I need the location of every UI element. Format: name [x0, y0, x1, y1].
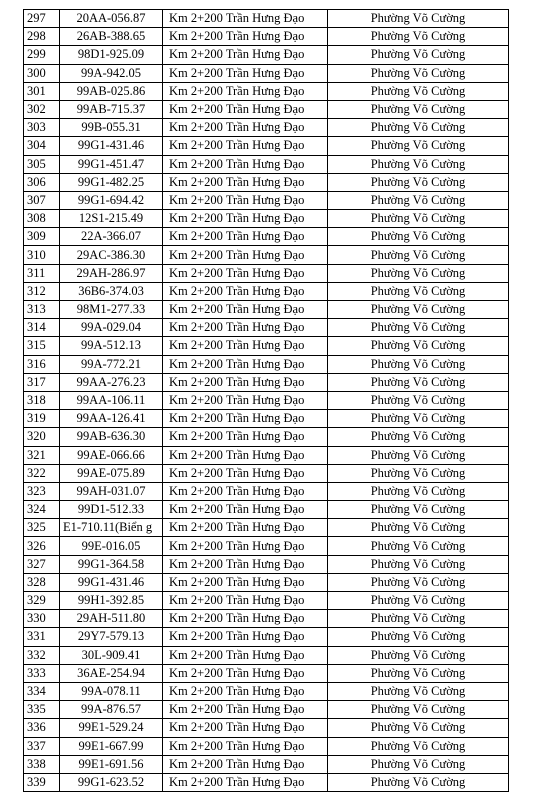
- ward-cell: Phường Võ Cường: [328, 646, 509, 664]
- plate-number-cell: 99E1-529.24: [60, 719, 163, 737]
- table-row: [24, 773, 509, 791]
- row-number-cell: 301: [24, 82, 60, 100]
- row-number-cell: 312: [24, 282, 60, 300]
- row-number-cell: 303: [24, 119, 60, 137]
- table-row: [24, 10, 509, 28]
- table-row: [24, 755, 509, 773]
- location-cell: Km 2+200 Trần Hưng Đạo: [163, 573, 328, 591]
- plate-number-cell: 20AA-056.87: [60, 10, 163, 28]
- location-cell: Km 2+200 Trần Hưng Đạo: [163, 773, 328, 791]
- table-row: [24, 682, 509, 700]
- table-row: [24, 701, 509, 719]
- plate-number-cell: 29AC-386.30: [60, 246, 163, 264]
- row-number-cell: 326: [24, 537, 60, 555]
- table-row: [24, 664, 509, 682]
- table-row: [24, 337, 509, 355]
- ward-cell: Phường Võ Cường: [328, 519, 509, 537]
- table-row: [24, 428, 509, 446]
- location-cell: Km 2+200 Trần Hưng Đạo: [163, 64, 328, 82]
- table-row: [24, 355, 509, 373]
- ward-cell: Phường Võ Cường: [328, 628, 509, 646]
- row-number-cell: 322: [24, 464, 60, 482]
- table-row: [24, 301, 509, 319]
- location-cell: Km 2+200 Trần Hưng Đạo: [163, 555, 328, 573]
- plate-number-cell: 99A-512.13: [60, 337, 163, 355]
- plate-number-cell: 99AH-031.07: [60, 482, 163, 500]
- location-cell: Km 2+200 Trần Hưng Đạo: [163, 664, 328, 682]
- plate-number-cell: 99A-029.04: [60, 319, 163, 337]
- ward-cell: Phường Võ Cường: [328, 173, 509, 191]
- table-row: [24, 373, 509, 391]
- table-row: [24, 228, 509, 246]
- row-number-cell: 319: [24, 410, 60, 428]
- plate-number-cell: 29AH-511.80: [60, 610, 163, 628]
- row-number-cell: 298: [24, 28, 60, 46]
- location-cell: Km 2+200 Trần Hưng Đạo: [163, 246, 328, 264]
- row-number-cell: 334: [24, 682, 60, 700]
- table-row: [24, 464, 509, 482]
- ward-cell: Phường Võ Cường: [328, 337, 509, 355]
- ward-cell: Phường Võ Cường: [328, 464, 509, 482]
- table-row: [24, 610, 509, 628]
- row-number-cell: 332: [24, 646, 60, 664]
- ward-cell: Phường Võ Cường: [328, 10, 509, 28]
- ward-cell: Phường Võ Cường: [328, 701, 509, 719]
- plate-number-cell: 99AA-106.11: [60, 391, 163, 409]
- ward-cell: Phường Võ Cường: [328, 537, 509, 555]
- row-number-cell: 320: [24, 428, 60, 446]
- table-row: [24, 737, 509, 755]
- table-row: [24, 410, 509, 428]
- location-cell: Km 2+200 Trần Hưng Đạo: [163, 337, 328, 355]
- plate-number-cell: 26AB-388.65: [60, 28, 163, 46]
- ward-cell: Phường Võ Cường: [328, 64, 509, 82]
- row-number-cell: 304: [24, 137, 60, 155]
- row-number-cell: 336: [24, 719, 60, 737]
- location-cell: Km 2+200 Trần Hưng Đạo: [163, 682, 328, 700]
- location-cell: Km 2+200 Trần Hưng Đạo: [163, 701, 328, 719]
- plate-number-cell: 12S1-215.49: [60, 210, 163, 228]
- ward-cell: Phường Võ Cường: [328, 428, 509, 446]
- plate-number-cell: 99E1-691.56: [60, 755, 163, 773]
- table-row: [24, 646, 509, 664]
- plate-number-cell: 98D1-925.09: [60, 46, 163, 64]
- row-number-cell: 333: [24, 664, 60, 682]
- row-number-cell: 302: [24, 100, 60, 118]
- row-number-cell: 321: [24, 446, 60, 464]
- ward-cell: Phường Võ Cường: [328, 773, 509, 791]
- table-row: [24, 264, 509, 282]
- ward-cell: Phường Võ Cường: [328, 555, 509, 573]
- plate-number-cell: 99AB-636.30: [60, 428, 163, 446]
- row-number-cell: 310: [24, 246, 60, 264]
- row-number-cell: 308: [24, 210, 60, 228]
- location-cell: Km 2+200 Trần Hưng Đạo: [163, 319, 328, 337]
- ward-cell: Phường Võ Cường: [328, 46, 509, 64]
- table-row: [24, 555, 509, 573]
- plate-number-cell: 99H1-392.85: [60, 592, 163, 610]
- plate-number-cell: 99G1-623.52: [60, 773, 163, 791]
- row-number-cell: 300: [24, 64, 60, 82]
- table-row: [24, 119, 509, 137]
- ward-cell: Phường Võ Cường: [328, 719, 509, 737]
- location-cell: Km 2+200 Trần Hưng Đạo: [163, 482, 328, 500]
- table-row: [24, 137, 509, 155]
- row-number-cell: 323: [24, 482, 60, 500]
- ward-cell: Phường Võ Cường: [328, 355, 509, 373]
- table-row: [24, 100, 509, 118]
- location-cell: Km 2+200 Trần Hưng Đạo: [163, 410, 328, 428]
- plate-number-cell: 36AE-254.94: [60, 664, 163, 682]
- location-cell: Km 2+200 Trần Hưng Đạo: [163, 301, 328, 319]
- plate-number-cell: 99AB-025.86: [60, 82, 163, 100]
- location-cell: Km 2+200 Trần Hưng Đạo: [163, 428, 328, 446]
- row-number-cell: 306: [24, 173, 60, 191]
- ward-cell: Phường Võ Cường: [328, 210, 509, 228]
- plate-number-cell: 99G1-451.47: [60, 155, 163, 173]
- plate-number-cell: 99AB-715.37: [60, 100, 163, 118]
- plate-number-cell: 99AE-075.89: [60, 464, 163, 482]
- plate-number-cell: 99AA-276.23: [60, 373, 163, 391]
- ward-cell: Phường Võ Cường: [328, 682, 509, 700]
- plate-number-cell: 99G1-482.25: [60, 173, 163, 191]
- row-number-cell: 338: [24, 755, 60, 773]
- location-cell: Km 2+200 Trần Hưng Đạo: [163, 46, 328, 64]
- ward-cell: Phường Võ Cường: [328, 737, 509, 755]
- plate-number-cell: 99G1-431.46: [60, 573, 163, 591]
- ward-cell: Phường Võ Cường: [328, 100, 509, 118]
- row-number-cell: 318: [24, 391, 60, 409]
- ward-cell: Phường Võ Cường: [328, 191, 509, 209]
- ward-cell: Phường Võ Cường: [328, 482, 509, 500]
- location-cell: Km 2+200 Trần Hưng Đạo: [163, 446, 328, 464]
- row-number-cell: 331: [24, 628, 60, 646]
- ward-cell: Phường Võ Cường: [328, 573, 509, 591]
- row-number-cell: 330: [24, 610, 60, 628]
- ward-cell: Phường Võ Cường: [328, 155, 509, 173]
- ward-cell: Phường Võ Cường: [328, 228, 509, 246]
- plate-number-cell: 99G1-694.42: [60, 191, 163, 209]
- plate-number-cell: 99G1-364.58: [60, 555, 163, 573]
- location-cell: Km 2+200 Trần Hưng Đạo: [163, 501, 328, 519]
- ward-cell: Phường Võ Cường: [328, 301, 509, 319]
- table-row: [24, 719, 509, 737]
- ward-cell: Phường Võ Cường: [328, 319, 509, 337]
- plate-number-cell: 36B6-374.03: [60, 282, 163, 300]
- table-row: [24, 46, 509, 64]
- location-cell: Km 2+200 Trần Hưng Đạo: [163, 137, 328, 155]
- ward-cell: Phường Võ Cường: [328, 264, 509, 282]
- plate-number-cell: 99G1-431.46: [60, 137, 163, 155]
- ward-cell: Phường Võ Cường: [328, 246, 509, 264]
- ward-cell: Phường Võ Cường: [328, 119, 509, 137]
- table-row: [24, 246, 509, 264]
- row-number-cell: 305: [24, 155, 60, 173]
- ward-cell: Phường Võ Cường: [328, 82, 509, 100]
- ward-cell: Phường Võ Cường: [328, 391, 509, 409]
- location-cell: Km 2+200 Trần Hưng Đạo: [163, 119, 328, 137]
- table-row: [24, 573, 509, 591]
- table-row: [24, 155, 509, 173]
- location-cell: Km 2+200 Trần Hưng Đạo: [163, 610, 328, 628]
- plate-number-cell: 99A-876.57: [60, 701, 163, 719]
- table-row: [24, 210, 509, 228]
- table-row: [24, 628, 509, 646]
- location-cell: Km 2+200 Trần Hưng Đạo: [163, 373, 328, 391]
- table-row: [24, 446, 509, 464]
- table-row: [24, 282, 509, 300]
- table-row: [24, 28, 509, 46]
- plate-number-cell: 22A-366.07: [60, 228, 163, 246]
- ward-cell: Phường Võ Cường: [328, 755, 509, 773]
- plate-number-cell: 99D1-512.33: [60, 501, 163, 519]
- plate-number-cell: 30L-909.41: [60, 646, 163, 664]
- plate-number-cell: 99AE-066.66: [60, 446, 163, 464]
- row-number-cell: 327: [24, 555, 60, 573]
- location-cell: Km 2+200 Trần Hưng Đạo: [163, 646, 328, 664]
- location-cell: Km 2+200 Trần Hưng Đạo: [163, 155, 328, 173]
- ward-cell: Phường Võ Cường: [328, 610, 509, 628]
- ward-cell: Phường Võ Cường: [328, 137, 509, 155]
- row-number-cell: 328: [24, 573, 60, 591]
- row-number-cell: 314: [24, 319, 60, 337]
- table-row: [24, 191, 509, 209]
- location-cell: Km 2+200 Trần Hưng Đạo: [163, 737, 328, 755]
- plate-number-cell: E1-710.11(Biển g: [60, 519, 163, 537]
- ward-cell: Phường Võ Cường: [328, 373, 509, 391]
- location-cell: Km 2+200 Trần Hưng Đạo: [163, 282, 328, 300]
- row-number-cell: 329: [24, 592, 60, 610]
- row-number-cell: 317: [24, 373, 60, 391]
- plate-number-cell: 99AA-126.41: [60, 410, 163, 428]
- table-row: [24, 592, 509, 610]
- table-row: [24, 482, 509, 500]
- row-number-cell: 309: [24, 228, 60, 246]
- location-cell: Km 2+200 Trần Hưng Đạo: [163, 755, 328, 773]
- location-cell: Km 2+200 Trần Hưng Đạo: [163, 628, 328, 646]
- location-cell: Km 2+200 Trần Hưng Đạo: [163, 537, 328, 555]
- ward-cell: Phường Võ Cường: [328, 446, 509, 464]
- plate-number-cell: 99A-772.21: [60, 355, 163, 373]
- location-cell: Km 2+200 Trần Hưng Đạo: [163, 264, 328, 282]
- ward-cell: Phường Võ Cường: [328, 282, 509, 300]
- row-number-cell: 335: [24, 701, 60, 719]
- table-row: [24, 319, 509, 337]
- row-number-cell: 307: [24, 191, 60, 209]
- row-number-cell: 313: [24, 301, 60, 319]
- plate-number-cell: 99E-016.05: [60, 537, 163, 555]
- plate-number-cell: 29Y7-579.13: [60, 628, 163, 646]
- row-number-cell: 339: [24, 773, 60, 791]
- ward-cell: Phường Võ Cường: [328, 664, 509, 682]
- location-cell: Km 2+200 Trần Hưng Đạo: [163, 391, 328, 409]
- row-number-cell: 324: [24, 501, 60, 519]
- plate-number-cell: 99E1-667.99: [60, 737, 163, 755]
- table-row: [24, 519, 509, 537]
- row-number-cell: 311: [24, 264, 60, 282]
- ward-cell: Phường Võ Cường: [328, 28, 509, 46]
- table-row: [24, 64, 509, 82]
- ward-cell: Phường Võ Cường: [328, 592, 509, 610]
- table-body: [24, 10, 509, 792]
- row-number-cell: 316: [24, 355, 60, 373]
- location-cell: Km 2+200 Trần Hưng Đạo: [163, 519, 328, 537]
- plate-number-cell: 99A-942.05: [60, 64, 163, 82]
- row-number-cell: 299: [24, 46, 60, 64]
- location-cell: Km 2+200 Trần Hưng Đạo: [163, 82, 328, 100]
- location-cell: Km 2+200 Trần Hưng Đạo: [163, 210, 328, 228]
- row-number-cell: 315: [24, 337, 60, 355]
- location-cell: Km 2+200 Trần Hưng Đạo: [163, 28, 328, 46]
- plate-number-cell: 29AH-286.97: [60, 264, 163, 282]
- location-cell: Km 2+200 Trần Hưng Đạo: [163, 100, 328, 118]
- row-number-cell: 337: [24, 737, 60, 755]
- ward-cell: Phường Võ Cường: [328, 410, 509, 428]
- plate-number-cell: 98M1-277.33: [60, 301, 163, 319]
- plate-number-cell: 99A-078.11: [60, 682, 163, 700]
- table-row: [24, 173, 509, 191]
- row-number-cell: 297: [24, 10, 60, 28]
- location-cell: Km 2+200 Trần Hưng Đạo: [163, 592, 328, 610]
- location-cell: Km 2+200 Trần Hưng Đạo: [163, 191, 328, 209]
- location-cell: Km 2+200 Trần Hưng Đạo: [163, 464, 328, 482]
- location-cell: Km 2+200 Trần Hưng Đạo: [163, 355, 328, 373]
- location-cell: Km 2+200 Trần Hưng Đạo: [163, 719, 328, 737]
- table-row: [24, 391, 509, 409]
- table-row: [24, 537, 509, 555]
- row-number-cell: 325: [24, 519, 60, 537]
- plate-number-cell: 99B-055.31: [60, 119, 163, 137]
- location-cell: Km 2+200 Trần Hưng Đạo: [163, 173, 328, 191]
- table-row: [24, 501, 509, 519]
- violation-table: [23, 9, 509, 792]
- location-cell: Km 2+200 Trần Hưng Đạo: [163, 10, 328, 28]
- table-row: [24, 82, 509, 100]
- ward-cell: Phường Võ Cường: [328, 501, 509, 519]
- location-cell: Km 2+200 Trần Hưng Đạo: [163, 228, 328, 246]
